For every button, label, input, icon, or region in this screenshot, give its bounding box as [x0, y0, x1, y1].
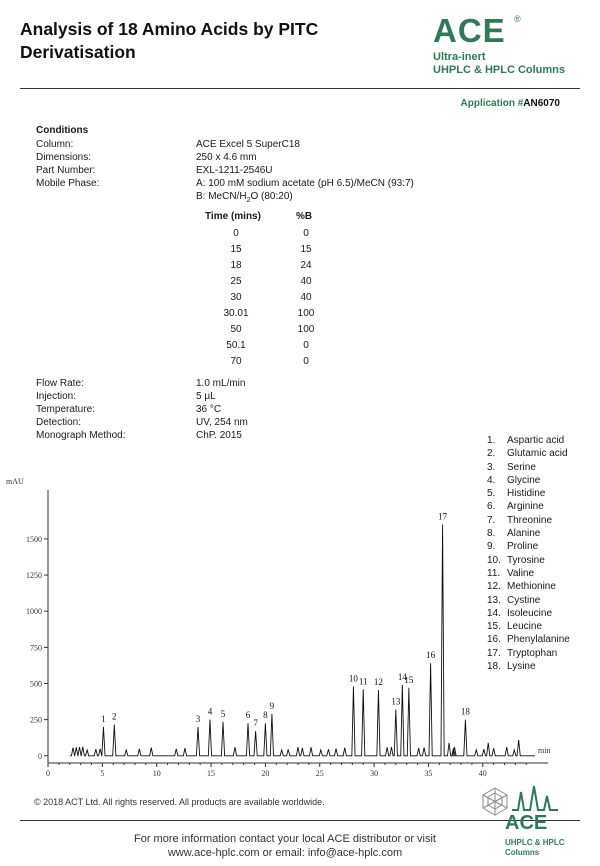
part-number-value: EXL-1211-2546U [196, 165, 273, 176]
grad-b: 0 [303, 340, 309, 351]
peak-name: Tryptophan [507, 647, 558, 659]
peak-name: Glycine [507, 474, 541, 486]
peak-number: 4. [487, 474, 496, 486]
peak-number: 7. [487, 514, 496, 526]
grad-b: 100 [297, 308, 315, 319]
grad-time: 0 [233, 228, 239, 239]
peak-name: Proline [507, 541, 539, 553]
peak-label: 14 [397, 671, 407, 682]
header-divider [20, 88, 580, 89]
peak-number: 9. [487, 541, 496, 553]
x-tick-label: 20 [261, 769, 270, 778]
peak-number: 12. [487, 581, 501, 593]
peak-name: Valine [507, 567, 535, 579]
contact-info [90, 832, 480, 860]
grad-b: 40 [300, 292, 312, 303]
injection-value: 5 μL [196, 391, 216, 402]
y-tick-label: 1250 [26, 571, 42, 581]
grad-b: 40 [300, 276, 312, 287]
peak-name: Serine [507, 461, 536, 473]
grad-time: 50.1 [226, 340, 246, 351]
copyright: © 2018 ACT Ltd. All rights reserved. All products are available worldwide. [34, 797, 325, 807]
peak-legend-item [487, 447, 570, 460]
grad-b: 0 [303, 356, 309, 367]
peak-label: 18 [460, 706, 470, 717]
x-tick-label: 5 [100, 769, 105, 778]
grad-time: 30 [230, 292, 242, 303]
x-tick-label: 10 [152, 769, 161, 778]
conditions-heading: Conditions [36, 125, 89, 136]
peak-label: 1 [101, 713, 106, 724]
x-axis-label: min [538, 746, 551, 755]
peak-label: 2 [112, 711, 117, 722]
dimensions-value: 250 x 4.6 mm [196, 152, 257, 163]
peak-number: 2. [487, 448, 496, 460]
peak-number: 14. [487, 607, 501, 619]
mobile-b-post: O (80:20) [250, 191, 293, 202]
y-tick-label: 500 [30, 679, 42, 689]
footer-logo-sub-1: UHPLC & HPLC [505, 838, 565, 847]
peak-label: 16 [426, 650, 436, 661]
monograph-label: Monograph Method: [36, 430, 126, 441]
app-number: AN6070 [523, 98, 560, 109]
mobile-phase-a: A: 100 mM sodium acetate (pH 6.5)/MeCN (93:7) [196, 178, 414, 189]
peak-number: 17. [487, 647, 501, 659]
grad-time: 50 [230, 324, 242, 335]
chromatogram [0, 470, 560, 790]
x-tick-label: 35 [424, 769, 433, 778]
x-tick-label: 30 [370, 769, 379, 778]
peak-label: 8 [263, 710, 268, 721]
grad-time: 15 [230, 244, 242, 255]
column-label: Column: [36, 139, 74, 150]
peak-label: 3 [195, 713, 201, 724]
title-line-1: Analysis of 18 Amino Acids by PITC [20, 19, 319, 39]
peak-name: Aspartic acid [507, 435, 565, 446]
logo-sub-line-2: UHPLC & HPLC Columns [433, 64, 565, 76]
flow-rate-value: 1.0 mL/min [196, 378, 246, 389]
peak-legend-item [487, 434, 570, 447]
grad-b: 0 [303, 228, 309, 239]
grad-b: 100 [297, 324, 315, 335]
app-label: Application # [460, 98, 524, 109]
peak-label: 4 [207, 706, 213, 717]
injection-label: Injection: [36, 391, 77, 402]
peak-label: 10 [348, 673, 358, 684]
peak-number: 10. [487, 554, 501, 566]
y-tick-label: 1500 [26, 534, 42, 544]
temperature-value: 36 °C [196, 404, 222, 415]
chromatogram-trace [70, 524, 535, 755]
chromatogram-logo-icon [512, 784, 558, 812]
y-tick-label: 250 [30, 715, 42, 725]
peak-label: 7 [253, 718, 258, 729]
peak-number: 11. [487, 567, 501, 579]
detection-value: UV, 254 nm [196, 417, 248, 428]
contact-line-1: For more information contact your local ACE distributor or visit [133, 833, 436, 845]
x-tick-label: 25 [315, 769, 324, 778]
flow-rate-label: Flow Rate: [36, 378, 84, 389]
peak-label: 5 [220, 708, 226, 719]
y-tick-label: 1000 [26, 607, 42, 617]
mobile-phase-b [196, 191, 293, 207]
detection-label: Detection: [36, 417, 82, 428]
peak-number: 6. [487, 501, 496, 513]
registered-mark: ® [514, 14, 521, 24]
gradient-time-header: Time (mins) [205, 211, 261, 222]
peak-name: Methionine [507, 581, 556, 593]
peak-name: Glutamic acid [507, 448, 568, 460]
peak-label: 6 [245, 710, 251, 721]
title-line-2: Derivatisation [20, 42, 136, 62]
mobile-b-sub: 2 [246, 197, 251, 204]
peak-label: 17 [438, 511, 448, 522]
x-tick-label: 0 [46, 769, 50, 778]
mobile-b-pre: B: MeCN/H [196, 191, 247, 202]
footer-logo-sub-2: Columns [505, 848, 540, 857]
grad-time: 25 [230, 276, 242, 287]
dimensions-label: Dimensions: [36, 152, 92, 163]
grad-time: 18 [230, 260, 242, 271]
peak-label: 9 [269, 700, 275, 711]
grad-b: 15 [300, 244, 312, 255]
footer-divider [20, 820, 580, 821]
x-tick-label: 40 [478, 769, 487, 778]
logo-subtitle [433, 51, 565, 77]
monograph-value: ChP. 2015 [196, 430, 242, 441]
grad-time: 30.01 [223, 308, 249, 319]
peak-label: 13 [391, 696, 401, 707]
peak-name: Leucine [507, 621, 543, 633]
footer-logo-subtitle [505, 838, 565, 858]
part-number-label: Part Number: [36, 165, 96, 176]
peak-number: 13. [487, 594, 501, 606]
peak-number: 18. [487, 661, 501, 673]
peak-label: 11 [358, 676, 368, 687]
peak-name: Threonine [507, 514, 553, 526]
x-tick-label: 15 [207, 769, 216, 778]
peak-name: Isoleucine [507, 607, 553, 619]
peak-number: 8. [487, 528, 496, 540]
peak-name: Histidine [507, 488, 546, 500]
grad-time: 70 [230, 356, 242, 367]
peak-number: 5. [487, 488, 496, 500]
mobile-phase-label: Mobile Phase: [36, 178, 100, 189]
peak-name: Phenylalanine [507, 634, 570, 646]
application-number [461, 98, 561, 109]
page-title [20, 18, 318, 64]
ace-logo: ACE [433, 12, 506, 49]
gradient-b-header: %B [296, 211, 313, 222]
contact-line-2[interactable]: www.ace-hplc.com or email: info@ace-hplc.com [167, 847, 403, 859]
y-tick-label: 0 [38, 751, 42, 761]
peak-number: 3. [487, 461, 496, 473]
peak-name: Arginine [507, 501, 544, 513]
grad-b: 24 [300, 260, 312, 271]
footer-ace-logo: ACE [505, 812, 548, 834]
peak-label: 15 [404, 674, 414, 685]
peak-name: Tyrosine [507, 554, 545, 566]
peak-name: Cystine [507, 594, 541, 606]
peak-number: 15. [487, 621, 501, 633]
column-value: ACE Excel 5 SuperC18 [196, 139, 300, 150]
y-tick-label: 750 [30, 643, 42, 653]
peak-name: Alanine [507, 528, 541, 540]
y-axis-label: mAU [6, 477, 24, 486]
peak-name: Lysine [507, 661, 536, 673]
peak-label: 12 [373, 676, 383, 687]
peak-number: 1. [487, 435, 496, 446]
peak-number: 16. [487, 634, 501, 646]
temperature-label: Temperature: [36, 404, 95, 415]
logo-sub-line-1: Ultra-inert [433, 51, 486, 63]
